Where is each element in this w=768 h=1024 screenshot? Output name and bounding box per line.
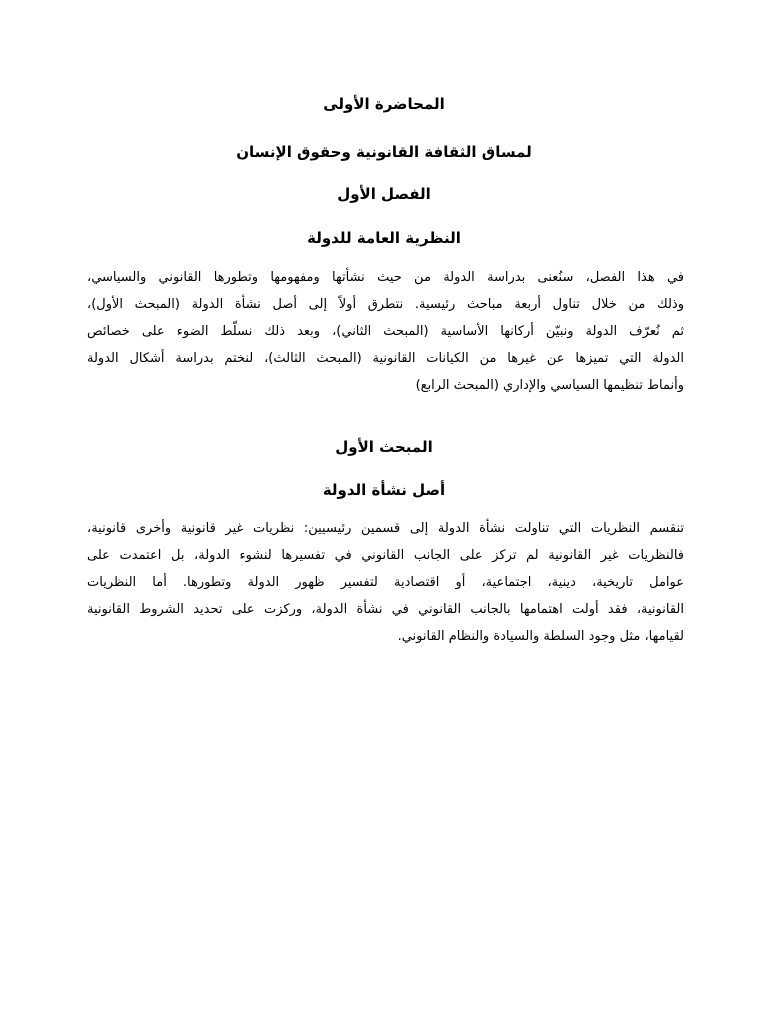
- course-title: لمساق الثقافة القانونية وحقوق الإنسان: [236, 143, 532, 161]
- section-line: تنقسم النظريات التي تناولت نشأة الدولة إلى قسمين رئيسيين: نظريات غير قانونية وأخرى قانونية،: [87, 521, 684, 536]
- intro-line: ثم نُعرّف الدولة ونبيّن أركانها الأساسية (المبحث الثاني)، وبعد ذلك نسلّط الضوء على خصائص: [87, 324, 684, 339]
- section-title: المبحث الأول: [335, 438, 433, 456]
- intro-line: في هذا الفصل، سنُعنى بدراسة الدولة من حيث نشأتها ومفهومها وتطورها القانوني والسياسي،: [87, 270, 684, 285]
- section-line: القانونية، فقد أولت اهتمامها بالجانب القانوني في نشأة الدولة، وركزت على تحديد الشروط القانونية: [87, 602, 684, 617]
- section-line: لقيامها، مثل وجود السلطة والسيادة والنظام القانوني.: [397, 629, 684, 644]
- intro-line: وذلك من خلال تناول أربعة مباحث رئيسية. نتطرق أولاً إلى أصل نشأة الدولة (المبحث الأول)،: [87, 297, 684, 312]
- section-line: فالنظريات غير القانونية لم تركز على الجانب القانوني في تفسيرها لنشوء الدولة، بل اعتمدت على: [87, 548, 684, 563]
- chapter-subject: النظرية العامة للدولة: [307, 229, 461, 247]
- lecture-title: المحاضرة الأولى: [323, 95, 445, 113]
- section-paragraph: [87, 515, 684, 650]
- chapter-title: الفصل الأول: [337, 185, 431, 203]
- intro-line: وأنماط تنظيمها السياسي والإداري (المبحث الرابع): [415, 378, 684, 393]
- intro-paragraph: [87, 264, 684, 399]
- section-line: عوامل تاريخية، دينية، اجتماعية، أو اقتصادية لتفسير ظهور الدولة وتطورها. أما النظريات: [87, 575, 684, 590]
- section-subject: أصل نشأة الدولة: [322, 481, 446, 499]
- intro-line: الدولة التي تميزها عن غيرها من الكيانات القانونية (المبحث الثالث)، لنختم بدراسة أشكال الدولة: [87, 351, 684, 366]
